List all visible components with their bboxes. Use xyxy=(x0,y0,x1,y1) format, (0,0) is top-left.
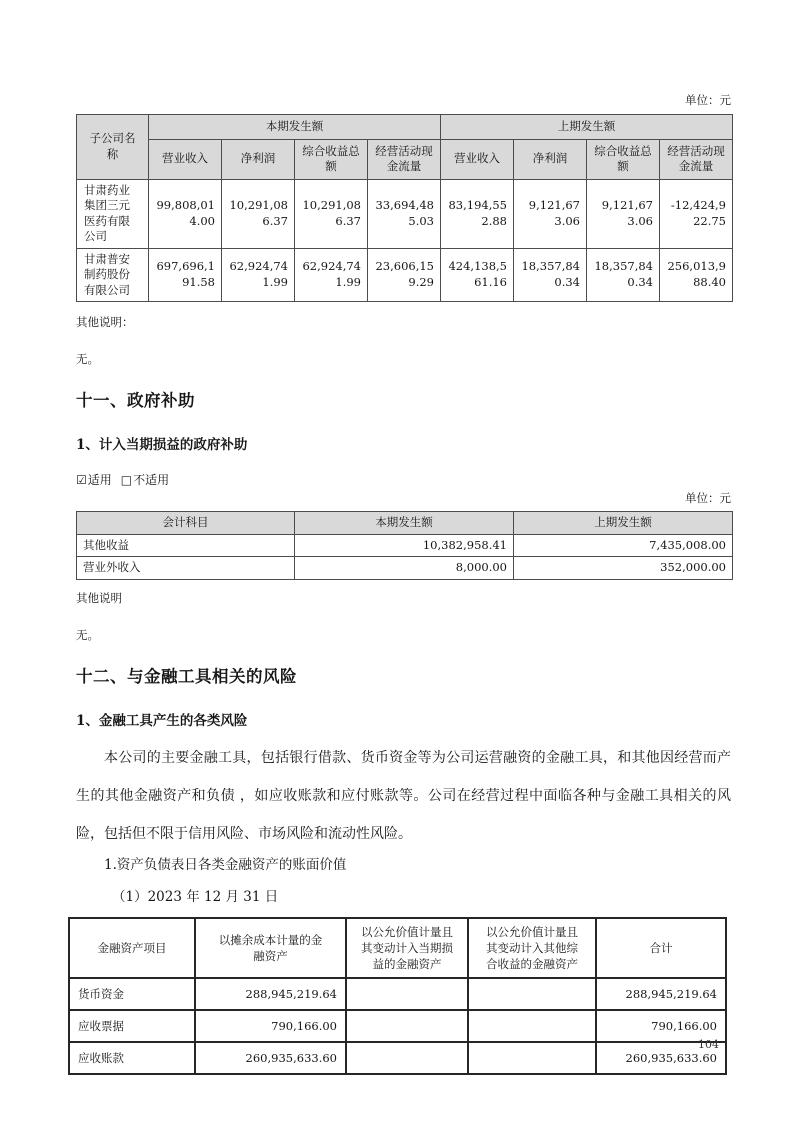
table-cell: 790,166.00 xyxy=(195,1010,346,1042)
table-header-row xyxy=(69,918,726,978)
table-cell xyxy=(346,1042,468,1074)
table-cell: 83,194,552.88 xyxy=(441,179,514,248)
table-cell: 256,013,988.40 xyxy=(660,248,733,302)
section-subtitle-11-1: 1、计入当期损益的政府补助 xyxy=(76,437,248,454)
column-header: 以摊余成本计量的金融资产 xyxy=(195,918,346,978)
section-title-11: 十一、政府补助 xyxy=(76,391,195,411)
table-cell: 33,694,485.03 xyxy=(368,179,441,248)
column-header: 金融资产项目 xyxy=(69,918,195,978)
list-item-carrying-value: 1.资产负债表日各类金融资产的账面价值 xyxy=(104,856,347,873)
table-cell: 62,924,741.99 xyxy=(222,248,295,302)
financial-assets-table xyxy=(68,917,727,1075)
column-header: 营业收入 xyxy=(441,139,514,179)
unit-label: 单位：元 xyxy=(685,93,731,107)
asset-item: 应收票据 xyxy=(69,1010,195,1042)
table-cell: 18,357,840.34 xyxy=(587,248,660,302)
column-header: 会计科目 xyxy=(77,512,295,535)
risk-description-paragraph: 本公司的主要金融工具，包括银行借款、货币资金等为公司运营融资的金融工具，和其他因经营而产生的其他金融资产和负债 ，如应收账款和应付账款等。公司在经营过程中面临各种与金融工具相关的风险，包括但不限于信用风险、市场风险和流动性风险。 xyxy=(76,749,731,842)
column-header: 综合收益总额 xyxy=(587,139,660,179)
table-cell xyxy=(346,978,468,1010)
column-header: 经营活动现金流量 xyxy=(660,139,733,179)
column-group-prior: 上期发生额 xyxy=(441,115,733,140)
table-cell: 288,945,219.64 xyxy=(195,978,346,1010)
table-cell: 424,138,561.16 xyxy=(441,248,514,302)
column-header: 净利润 xyxy=(514,139,587,179)
table-cell: 9,121,673.06 xyxy=(587,179,660,248)
table-cell: 62,924,741.99 xyxy=(295,248,368,302)
table-row xyxy=(69,1010,726,1042)
column-header: 综合收益总额 xyxy=(295,139,368,179)
other-notes-label: 其他说明 xyxy=(76,590,122,605)
table-cell: 790,166.00 xyxy=(596,1010,726,1042)
section-title-12: 十二、与金融工具相关的风险 xyxy=(76,666,297,686)
asset-item: 应收账款 xyxy=(69,1042,195,1074)
table-cell: 23,606,159.29 xyxy=(368,248,441,302)
account-item: 营业外收入 xyxy=(77,557,295,580)
other-notes-label: 其他说明： xyxy=(76,315,134,330)
table-cell xyxy=(468,1042,596,1074)
column-header: 合计 xyxy=(596,918,726,978)
column-header: 以公允价值计量且其变动计入当期损益的金融资产 xyxy=(346,918,468,978)
column-header: 营业收入 xyxy=(149,139,222,179)
table-row xyxy=(77,534,733,557)
page-number: 104 xyxy=(698,1038,719,1051)
table-cell: 10,291,086.37 xyxy=(295,179,368,248)
unit-label: 单位：元 xyxy=(685,491,731,506)
table-cell: 99,808,014.00 xyxy=(149,179,222,248)
table-cell: 352,000.00 xyxy=(514,557,733,580)
table-cell: 18,357,840.34 xyxy=(514,248,587,302)
section-subtitle-12-1: 1、金融工具产生的各类风险 xyxy=(76,712,248,729)
table-cell: 10,291,086.37 xyxy=(222,179,295,248)
table-cell xyxy=(468,1010,596,1042)
table-row xyxy=(69,1042,726,1074)
other-notes-value: 无。 xyxy=(76,352,99,367)
balance-sheet-date: （1）2023 年 12 月 31 日 xyxy=(112,888,279,905)
table-cell xyxy=(346,1010,468,1042)
not-applicable-label: 不适用 xyxy=(133,473,170,488)
column-group-current: 本期发生额 xyxy=(149,115,441,140)
checked-checkbox-icon: ☑ xyxy=(76,473,87,488)
column-header: 本期发生额 xyxy=(295,512,514,535)
table-row xyxy=(77,179,733,248)
table-row xyxy=(77,557,733,580)
column-header: 以公允价值计量且其变动计入其他综合收益的金融资产 xyxy=(468,918,596,978)
subsidy-table xyxy=(76,511,733,580)
subsidiary-table xyxy=(76,114,733,302)
subsidiary-name: 甘肃普安制药股份有限公司 xyxy=(77,248,149,302)
applicability-line xyxy=(76,471,731,488)
table-cell: 260,935,633.60 xyxy=(195,1042,346,1074)
table-subheader-row xyxy=(77,139,733,179)
table-cell: 9,121,673.06 xyxy=(514,179,587,248)
table-row xyxy=(69,978,726,1010)
table-cell: 697,696,191.58 xyxy=(149,248,222,302)
unchecked-checkbox-icon: □ xyxy=(120,473,133,488)
account-item: 其他收益 xyxy=(77,534,295,557)
table-cell: 260,935,633.60 xyxy=(596,1042,726,1074)
table-cell: 288,945,219.64 xyxy=(596,978,726,1010)
applicable-label: 适用 xyxy=(87,473,112,488)
subsidiary-name: 甘肃药业集团三元医药有限公司 xyxy=(77,179,149,248)
column-header-subsidiary: 子公司名称 xyxy=(77,115,149,180)
table-header-row xyxy=(77,115,733,140)
table-row xyxy=(77,248,733,302)
table-cell: 7,435,008.00 xyxy=(514,534,733,557)
other-notes-value: 无。 xyxy=(76,627,99,642)
column-header: 上期发生额 xyxy=(514,512,733,535)
table-cell: 8,000.00 xyxy=(295,557,514,580)
table-cell: -12,424,922.75 xyxy=(660,179,733,248)
table-header-row xyxy=(77,512,733,535)
asset-item: 货币资金 xyxy=(69,978,195,1010)
table-cell xyxy=(468,978,596,1010)
column-header: 经营活动现金流量 xyxy=(368,139,441,179)
column-header: 净利润 xyxy=(222,139,295,179)
table-cell: 10,382,958.41 xyxy=(295,534,514,557)
